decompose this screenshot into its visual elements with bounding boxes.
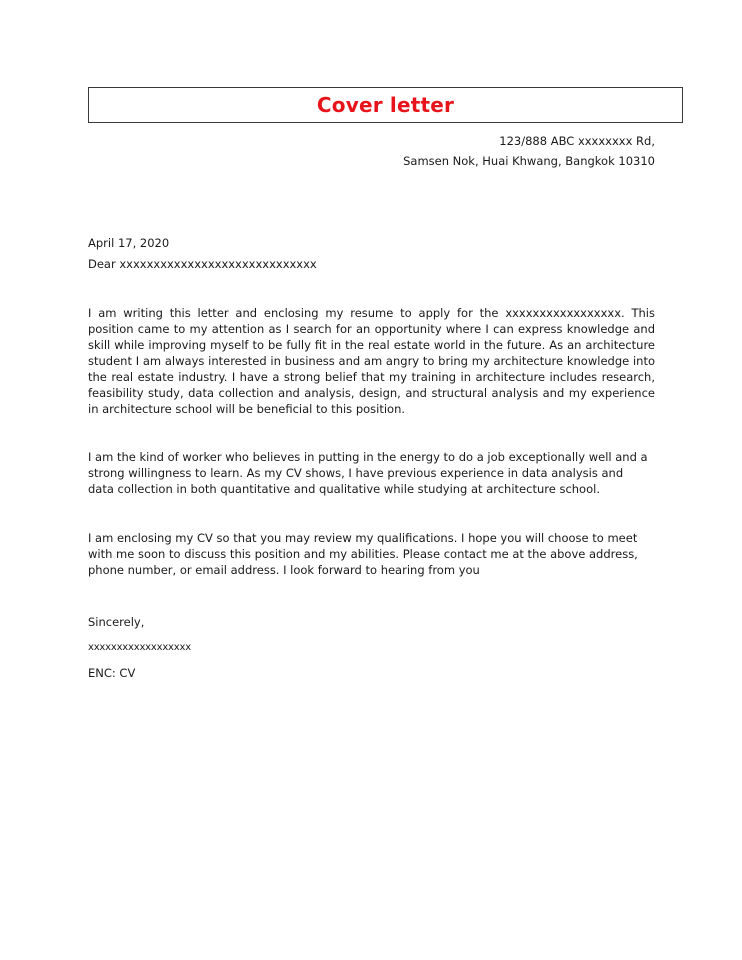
closing: Sincerely, [88, 615, 145, 629]
body-paragraph-1: I am writing this letter and enclosing my resume to apply for the xxxxxxxxxxxxxxxxx. This position came to my attention as I search for an opportunity where I can express knowledge and skill while improving myself to be fully fit in the real estate world in the future. As an architecture student I am always interested in business and am angry to bring my architecture knowledge into the real estate industry. I have a strong belief that my training in architecture includes research, feasibility study, data collection and analysis, design, and structural analysis and my experience in architecture school will be beneficial to this position. [88, 306, 655, 416]
body-paragraph-3: I am enclosing my CV so that you may review my qualifications. I hope you will choose to meet with me soon to discuss this position and my abilities. Please contact me at the above address, phone number, or email address. I look forward to hearing from you [88, 531, 638, 577]
title-box [88, 87, 683, 123]
page-title: Cover letter [316, 93, 455, 117]
address-line-2: Samsen Nok, Huai Khwang, Bangkok 10310 [403, 154, 655, 168]
body-paragraph-2: I am the kind of worker who believes in putting in the energy to do a job exceptionally well and a strong willingness to learn. As my CV shows, I have previous experience in data analysis and data collection in both quantitative and qualitative while studying at architecture school. [88, 450, 648, 496]
letter-date: April 17, 2020 [88, 236, 170, 250]
address-line-1: 123/888 ABC xxxxxxxx Rd, [499, 134, 655, 148]
salutation: Dear xxxxxxxxxxxxxxxxxxxxxxxxxxxxx [88, 257, 317, 271]
enclosure: ENC: CV [88, 666, 136, 680]
signature: xxxxxxxxxxxxxxxxxx [88, 642, 191, 653]
